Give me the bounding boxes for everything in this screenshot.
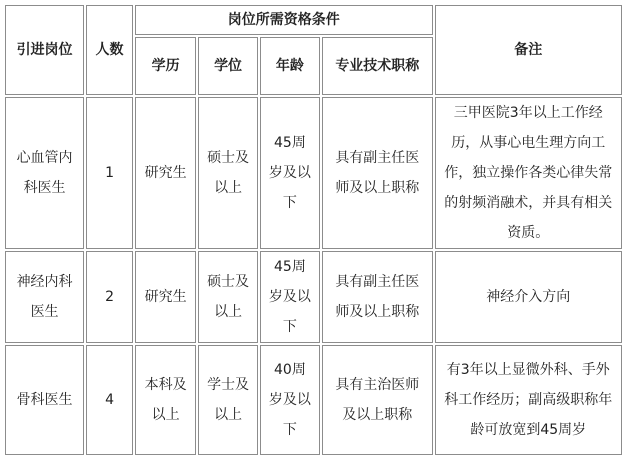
cell-degree: 硕士及以上 [198, 97, 257, 249]
cell-count: 4 [86, 345, 133, 455]
table-row [5, 345, 622, 455]
cell-remark: 有3年以上显微外科、手外科工作经历；副高级职称年龄可放宽到45周岁 [435, 345, 623, 455]
cell-education: 研究生 [135, 97, 196, 249]
table-row [5, 251, 622, 343]
cell-age: 45周岁及以下 [260, 97, 320, 249]
cell-position: 心血管内科医生 [5, 97, 84, 249]
header-count: 人数 [86, 5, 133, 95]
cell-remark: 三甲医院3年以上工作经历，从事心电生理方向工作，独立操作各类心律失常的射频消融术，并具有相关资质。 [435, 97, 623, 249]
table-row [5, 97, 622, 249]
cell-degree: 学士及以上 [198, 345, 257, 455]
cell-count: 1 [86, 97, 133, 249]
cell-education: 研究生 [135, 251, 196, 343]
cell-count: 2 [86, 251, 133, 343]
header-position: 引进岗位 [5, 5, 84, 95]
cell-remark: 神经介入方向 [435, 251, 623, 343]
cell-position: 骨科医生 [5, 345, 84, 455]
cell-age: 45周岁及以下 [260, 251, 320, 343]
cell-education: 本科及以上 [135, 345, 196, 455]
cell-position: 神经内科医生 [5, 251, 84, 343]
cell-degree: 硕士及以上 [198, 251, 257, 343]
header-remark: 备注 [435, 5, 623, 95]
header-title: 专业技术职称 [322, 37, 432, 95]
cell-title: 具有副主任医师及以上职称 [322, 97, 432, 249]
cell-age: 40周岁及以下 [260, 345, 320, 455]
cell-title: 具有副主任医师及以上职称 [322, 251, 432, 343]
header-age: 年龄 [260, 37, 320, 95]
header-qualifications: 岗位所需资格条件 [135, 5, 433, 35]
recruitment-table [3, 3, 624, 457]
header-degree: 学位 [198, 37, 257, 95]
cell-title: 具有主治医师及以上职称 [322, 345, 432, 455]
header-education: 学历 [135, 37, 196, 95]
